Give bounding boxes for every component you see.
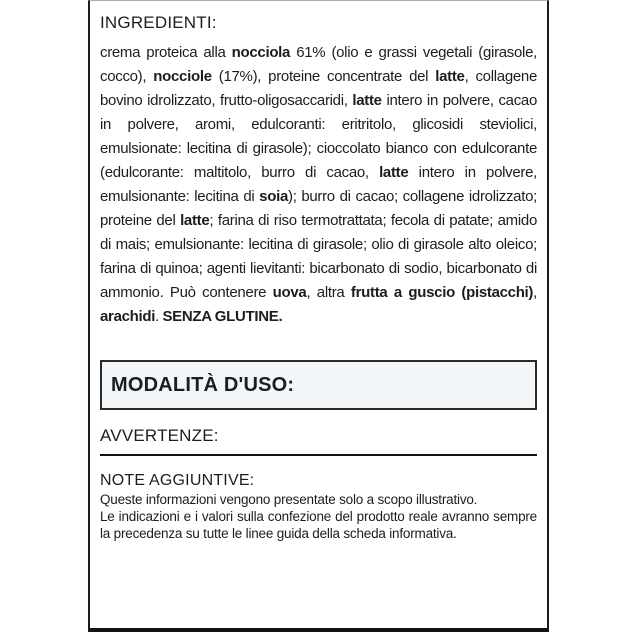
usage-heading: MODALITÀ D'USO: [111, 373, 295, 396]
note-line-2: Le indicazioni e i valori sulla confezione del prodotto reale avranno sempre la precedenza su tutte le linee guida della scheda informativa. [100, 509, 537, 541]
note-line-1: Queste informazioni vengono presentate solo a scopo illustrativo. [100, 492, 478, 507]
product-label-box [88, 0, 549, 632]
notes-heading: NOTE AGGIUNTIVE: [100, 472, 255, 489]
ingredients-section [100, 10, 537, 329]
warnings-divider [100, 454, 537, 456]
ingredients-text: crema proteica alla nocciola 61% (olio e grassi vegetali (girasole, cocco), nocciole (17%), proteine concentrate del latte, collagene bovino idrolizzato, frutto-oligosaccaridi, latte intero in polvere, cacao in polvere, aromi, edulcoranti: eritritolo, glicosidi steviolici, emulsionate: lecitina di girasole); cioccolato bianco con edulcorante (edulcorante: maltitolo, burro di cacao, latte intero in polvere, emulsionante: lecitina di soia); burro di cacao; collagene idrolizzato; proteine del latte; farina di riso termotrattata; fecola di patate; amido di mais; emulsionante: lecitina di girasole; olio di girasole alto oleico; farina di quinoa; agenti lievitanti: bicarbonato di sodio, bicarbonato di ammonio. Può contenere uova, altra frutta a guscio (pistacchi), arachidi. SENZA GLUTINE. [100, 44, 538, 325]
usage-box [100, 360, 537, 410]
warnings-heading: AVVERTENZE: [100, 426, 219, 445]
notes-section [100, 471, 537, 542]
ingredients-heading: INGREDIENTI: [100, 13, 217, 32]
